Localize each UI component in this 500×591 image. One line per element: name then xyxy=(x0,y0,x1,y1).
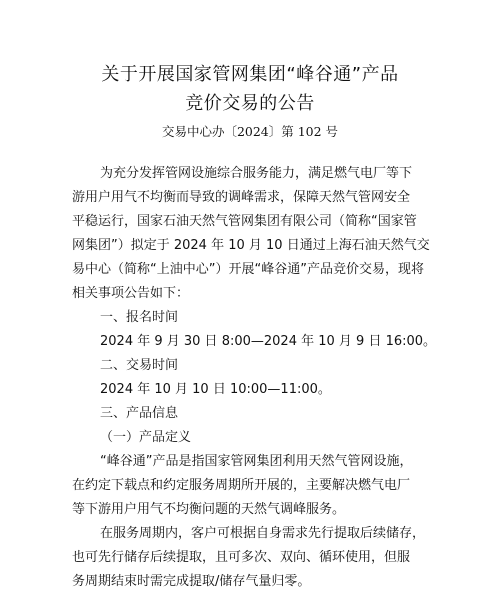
intro-line: 网集团”）拟定于 2024 年 10 月 10 日通过上海石油天然气交 xyxy=(72,238,430,253)
intro-line: 平稳运行，国家石油天然气管网集团有限公司（简称“国家管 xyxy=(72,214,417,229)
definition-line: 等下游用户用气不均衡问题的天然气调峰服务。 xyxy=(72,502,346,517)
service-line: 务周期结束时需完成提取/储存气量归零。 xyxy=(72,574,311,589)
section3-heading: 三、产品信息 xyxy=(100,406,179,421)
service-line: 也可先行储存后续提取，且可多次、双向、循环使用，但服 xyxy=(72,550,411,565)
subsection1-heading: （一）产品定义 xyxy=(100,430,192,445)
section2-body: 2024 年 10 月 10 日 10:00—11:00。 xyxy=(100,382,331,397)
section1-heading: 一、报名时间 xyxy=(100,310,179,325)
intro-line: 游用户用气不均衡而导致的调峰需求，保障天然气管网安全 xyxy=(72,190,411,205)
section2-heading: 二、交易时间 xyxy=(100,358,179,373)
intro-line: 相关事项公告如下： xyxy=(72,286,190,301)
definition-line: 在约定下载点和约定服务周期所开展的，主要解决燃气电厂 xyxy=(72,478,411,493)
document-number: 交易中心办〔2024〕第 102 号 xyxy=(161,124,339,139)
service-line: 在服务周期内，客户可根据自身需求先行提取后续储存， xyxy=(100,526,426,541)
intro-line: 为充分发挥管网设施综合服务能力，满足燃气电厂等下 xyxy=(100,166,413,181)
announcement-title-line1: 关于开展国家管网集团“峰谷通”产品 xyxy=(101,64,399,85)
announcement-title-line2: 竞价交易的公告 xyxy=(185,93,315,114)
intro-line: 易中心（简称“上油中心”）开展“峰谷通”产品竞价交易，现将 xyxy=(72,262,424,277)
definition-line: “峰谷通”产品是指国家管网集团利用天然气管网设施， xyxy=(100,454,413,469)
section1-body: 2024 年 9 月 30 日 8:00—2024 年 10 月 9 日 16:00。 xyxy=(100,334,437,349)
